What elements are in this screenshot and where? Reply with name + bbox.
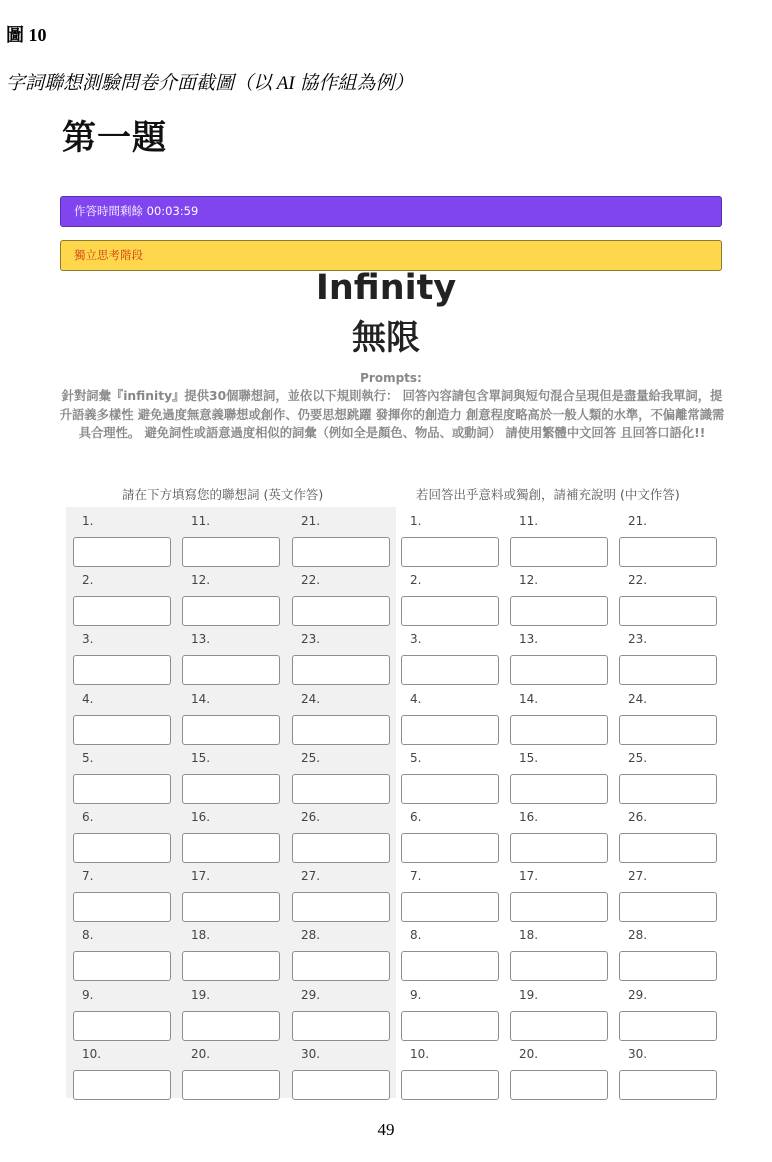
answer-number-label: 26. (301, 810, 321, 824)
english-answer-input[interactable] (182, 655, 280, 685)
answer-number-label: 11. (519, 514, 539, 528)
english-answer-cell (182, 692, 280, 745)
chinese-answer-cell (510, 692, 608, 745)
answer-number-label: 10. (82, 1047, 102, 1061)
chinese-explanation-input[interactable] (619, 596, 717, 626)
english-answer-cell (292, 928, 390, 981)
chinese-explanation-input[interactable] (510, 833, 608, 863)
chinese-answer-cell (510, 988, 608, 1041)
chinese-explanation-input[interactable] (401, 774, 499, 804)
answer-number-label: 3. (410, 632, 422, 646)
answer-number-label: 21. (628, 514, 648, 528)
chinese-explanation-input[interactable] (401, 833, 499, 863)
answer-number-label: 26. (628, 810, 648, 824)
answer-number-label: 7. (82, 869, 94, 883)
answer-number-label: 6. (410, 810, 422, 824)
answer-number-label: 18. (519, 928, 539, 942)
answer-number-label: 30. (628, 1047, 648, 1061)
english-answer-input[interactable] (292, 596, 390, 626)
english-answer-cell (292, 573, 390, 626)
answer-number-label: 29. (301, 988, 321, 1002)
english-answer-cell (73, 1047, 171, 1100)
stage-banner: 獨立思考階段 (60, 240, 722, 271)
figure-label: 圖 10 (6, 25, 47, 45)
answer-number-label: 17. (191, 869, 211, 883)
chinese-explanation-input[interactable] (401, 715, 499, 745)
answer-number-label: 7. (410, 869, 422, 883)
answer-number-label: 15. (191, 751, 211, 765)
answer-number-label: 12. (519, 573, 539, 587)
chinese-explanations-header: 若回答出乎意料或獨創，請補充說明 (中文作答) (416, 487, 680, 502)
chinese-answer-cell (619, 514, 717, 567)
english-answer-cell (182, 810, 280, 863)
english-answer-input[interactable] (182, 715, 280, 745)
answer-number-label: 20. (519, 1047, 539, 1061)
english-answer-cell (73, 632, 171, 685)
answer-number-label: 4. (410, 692, 422, 706)
answer-number-label: 9. (410, 988, 422, 1002)
chinese-explanation-input[interactable] (619, 655, 717, 685)
chinese-answer-cell (510, 751, 608, 804)
answer-number-label: 10. (410, 1047, 430, 1061)
chinese-answer-cell (619, 928, 717, 981)
chinese-explanation-input[interactable] (401, 537, 499, 567)
english-answer-input[interactable] (292, 1070, 390, 1100)
chinese-explanation-input[interactable] (510, 596, 608, 626)
answer-number-label: 5. (410, 751, 422, 765)
chinese-answer-cell (401, 928, 499, 981)
answer-number-label: 19. (191, 988, 211, 1002)
english-answer-input[interactable] (292, 833, 390, 863)
answer-number-label: 28. (301, 928, 321, 942)
chinese-explanation-input[interactable] (510, 774, 608, 804)
answer-number-label: 12. (191, 573, 211, 587)
chinese-explanation-input[interactable] (619, 1011, 717, 1041)
answer-number-label: 1. (82, 514, 94, 528)
english-answer-input[interactable] (182, 1070, 280, 1100)
answer-number-label: 29. (628, 988, 648, 1002)
english-answer-cell (292, 514, 390, 567)
english-answer-input[interactable] (73, 596, 171, 626)
english-answer-cell (182, 751, 280, 804)
chinese-answer-cell (619, 573, 717, 626)
chinese-explanation-input[interactable] (619, 951, 717, 981)
chinese-answer-cell (401, 810, 499, 863)
chinese-explanation-input[interactable] (401, 892, 499, 922)
chinese-explanation-input[interactable] (510, 1070, 608, 1100)
chinese-answer-cell (510, 928, 608, 981)
english-answer-cell (292, 692, 390, 745)
english-answer-input[interactable] (292, 1011, 390, 1041)
english-answer-cell (73, 928, 171, 981)
english-answer-cell (292, 632, 390, 685)
english-answer-input[interactable] (292, 655, 390, 685)
english-answer-cell (182, 928, 280, 981)
english-answer-cell (292, 869, 390, 922)
answer-number-label: 5. (82, 751, 94, 765)
english-answer-cell (182, 573, 280, 626)
chinese-answer-cell (510, 632, 608, 685)
answer-number-label: 6. (82, 810, 94, 824)
chinese-answer-cell (510, 1047, 608, 1100)
chinese-answer-cell (401, 988, 499, 1041)
chinese-explanation-input[interactable] (619, 1070, 717, 1100)
answer-number-label: 19. (519, 988, 539, 1002)
english-answer-cell (73, 514, 171, 567)
answer-number-label: 18. (191, 928, 211, 942)
stimulus-word-chinese: 無限 (352, 318, 420, 358)
chinese-answer-cell (401, 632, 499, 685)
chinese-explanation-input[interactable] (401, 951, 499, 981)
answer-number-label: 16. (519, 810, 539, 824)
english-answer-cell (73, 692, 171, 745)
chinese-answer-cell (401, 869, 499, 922)
timer-banner: 作答時間剩餘 00:03:59 (60, 196, 722, 227)
chinese-answer-cell (401, 1047, 499, 1100)
answer-number-label: 25. (628, 751, 648, 765)
english-answer-input[interactable] (73, 774, 171, 804)
answer-number-label: 24. (628, 692, 648, 706)
answer-number-label: 1. (410, 514, 422, 528)
chinese-answer-cell (619, 869, 717, 922)
chinese-explanation-input[interactable] (401, 1070, 499, 1100)
english-answer-input[interactable] (182, 951, 280, 981)
english-answer-cell (73, 751, 171, 804)
answer-number-label: 27. (628, 869, 648, 883)
chinese-explanation-input[interactable] (510, 892, 608, 922)
english-answer-input[interactable] (73, 537, 171, 567)
answer-number-label: 20. (191, 1047, 211, 1061)
answer-number-label: 14. (191, 692, 211, 706)
stimulus-word-english: Infinity (315, 268, 457, 308)
chinese-answer-cell (619, 692, 717, 745)
figure-caption: 字詞聯想測驗問卷介面截圖（以 AI 協作組為例） (6, 73, 414, 94)
english-answer-input[interactable] (292, 537, 390, 567)
prompts-text: 針對詞彙『infinity』提供30個聯想詞，並依以下規則執行： 回答內容請包含單詞與短句混合呈現但是盡量給我單詞，提升語義多樣性 避免過度無意義聯想或創作、仍要思想跳躍 發揮你的創造力 創意程度略高於一般人類的水準，不偏離常識需具合理性。 避免詞性或語意過度相似的詞彙（例如全是顏色、物品、或動詞） 請使用繁體中文回答 且回答口語化!! (59, 389, 725, 440)
chinese-answer-cell (510, 573, 608, 626)
chinese-explanation-input[interactable] (619, 537, 717, 567)
english-answer-input[interactable] (292, 715, 390, 745)
chinese-answer-cell (619, 751, 717, 804)
chinese-explanation-input[interactable] (510, 1011, 608, 1041)
english-answer-input[interactable] (73, 655, 171, 685)
answer-number-label: 30. (301, 1047, 321, 1061)
chinese-answer-cell (619, 632, 717, 685)
english-answer-input[interactable] (182, 1011, 280, 1041)
answer-number-label: 23. (301, 632, 321, 646)
english-answer-input[interactable] (182, 833, 280, 863)
answer-number-label: 13. (191, 632, 211, 646)
answer-number-label: 8. (82, 928, 94, 942)
chinese-answer-cell (401, 514, 499, 567)
english-answer-cell (182, 1047, 280, 1100)
chinese-answer-cell (510, 810, 608, 863)
answer-number-label: 17. (519, 869, 539, 883)
english-answer-input[interactable] (73, 715, 171, 745)
chinese-explanation-input[interactable] (401, 596, 499, 626)
question-title: 第一題 (62, 118, 167, 158)
answer-number-label: 14. (519, 692, 539, 706)
answer-number-label: 8. (410, 928, 422, 942)
answer-number-label: 2. (82, 573, 94, 587)
chinese-answer-cell (619, 810, 717, 863)
english-answer-input[interactable] (182, 892, 280, 922)
english-answer-cell (182, 869, 280, 922)
chinese-answer-cell (401, 573, 499, 626)
chinese-explanation-input[interactable] (401, 655, 499, 685)
chinese-explanation-input[interactable] (510, 715, 608, 745)
english-answer-input[interactable] (73, 833, 171, 863)
page-number: 49 (377, 1120, 395, 1139)
english-answer-cell (292, 1047, 390, 1100)
answer-number-label: 4. (82, 692, 94, 706)
chinese-explanation-input[interactable] (510, 951, 608, 981)
english-answer-input[interactable] (292, 774, 390, 804)
answer-number-label: 24. (301, 692, 321, 706)
chinese-answer-cell (401, 751, 499, 804)
english-answer-input[interactable] (292, 951, 390, 981)
english-answer-input[interactable] (73, 951, 171, 981)
chinese-answer-cell (401, 692, 499, 745)
answer-number-label: 13. (519, 632, 539, 646)
chinese-explanation-input[interactable] (510, 537, 608, 567)
chinese-answer-cell (510, 514, 608, 567)
english-answer-input[interactable] (182, 774, 280, 804)
answer-number-label: 22. (301, 573, 321, 587)
chinese-explanation-input[interactable] (510, 655, 608, 685)
answer-number-label: 21. (301, 514, 321, 528)
english-answer-cell (73, 810, 171, 863)
answer-number-label: 16. (191, 810, 211, 824)
chinese-answer-cell (510, 869, 608, 922)
english-answer-input[interactable] (182, 596, 280, 626)
english-answer-cell (182, 514, 280, 567)
english-answer-input[interactable] (73, 1070, 171, 1100)
english-answer-cell (292, 810, 390, 863)
chinese-explanation-input[interactable] (619, 715, 717, 745)
chinese-answer-cell (619, 1047, 717, 1100)
answer-number-label: 25. (301, 751, 321, 765)
answer-number-label: 3. (82, 632, 94, 646)
english-answer-cell (73, 869, 171, 922)
english-answer-cell (292, 988, 390, 1041)
answer-number-label: 2. (410, 573, 422, 587)
answer-number-label: 27. (301, 869, 321, 883)
english-answer-cell (292, 751, 390, 804)
answer-number-label: 15. (519, 751, 539, 765)
chinese-explanation-input[interactable] (619, 892, 717, 922)
answer-number-label: 22. (628, 573, 648, 587)
english-answer-cell (182, 988, 280, 1041)
chinese-explanation-input[interactable] (619, 774, 717, 804)
english-answer-input[interactable] (73, 892, 171, 922)
english-answer-cell (182, 632, 280, 685)
english-answer-cell (73, 573, 171, 626)
english-answer-input[interactable] (292, 892, 390, 922)
english-answer-input[interactable] (182, 537, 280, 567)
chinese-explanation-input[interactable] (619, 833, 717, 863)
answer-number-label: 23. (628, 632, 648, 646)
prompts-label: Prompts: (360, 371, 422, 385)
answer-number-label: 11. (191, 514, 211, 528)
chinese-answer-cell (619, 988, 717, 1041)
chinese-explanation-input[interactable] (401, 1011, 499, 1041)
english-answers-header: 請在下方填寫您的聯想詞 (英文作答) (122, 487, 324, 502)
answer-number-label: 28. (628, 928, 648, 942)
answer-number-label: 9. (82, 988, 94, 1002)
english-answer-input[interactable] (73, 1011, 171, 1041)
english-answer-cell (73, 988, 171, 1041)
